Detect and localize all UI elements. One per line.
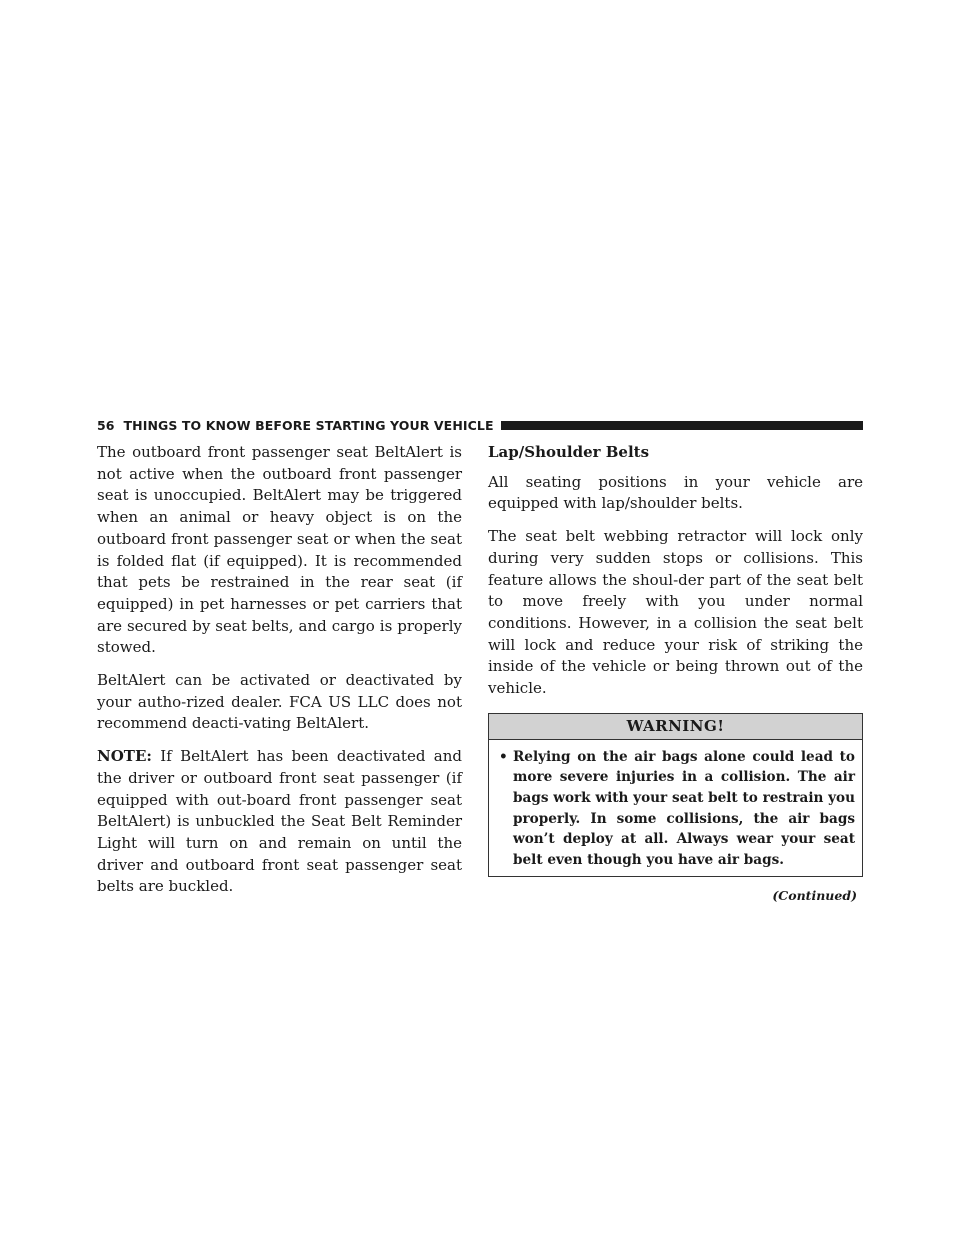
bullet-icon: • [499,748,508,765]
continued-label: (Continued) [772,888,857,904]
page-header-text [97,418,494,433]
beltalert-dealer-paragraph: BeltAlert can be activated or deactivated by your autho-rized dealer. FCA US LLC does not recommend deacti-vating BeltAlert. [97,671,462,733]
retractor-paragraph: The seat belt webbing retractor will lock only during very sudden stops or collisions. This feature allows the shoul-der part of the seat belt to move freely with you under normal conditions. However, in a collision the seat belt will lock and reduce your risk of striking the inside of the vehicle or being thrown out of the vehicle. [488,527,863,698]
beltalert-inactive-paragraph: The outboard front passenger seat BeltAlert is not active when the outboard front passenger seat is unoccupied. BeltAlert may be triggered when an animal or heavy object is on the outboard front passenger seat or when the seat is folded flat (if equipped). It is recommended that pets be restrained in the rear seat (if equipped) in pet harnesses or pet carriers that are secured by seat belts, and cargo is properly stowed. [97,443,462,657]
page-number: 56 [97,417,115,433]
section-title: THINGS TO KNOW BEFORE STARTING YOUR VEHICLE [123,417,494,433]
right-column [488,442,863,907]
note-text: If BeltAlert has been deactivated and the driver or outboard front seat passenger (if equipped with out-board front passenger seat BeltAlert) is unbuckled the Seat Belt Reminder Light will turn on and remain on until the driver and outboard front seat passenger seat belts are buckled. [97,747,462,896]
left-column [97,442,462,909]
note-paragraph [97,746,462,898]
lap-shoulder-belts-heading: Lap/Shoulder Belts [488,443,650,461]
page-header [97,417,863,433]
note-label: NOTE: [97,747,152,766]
warning-title: WARNING! [489,714,862,740]
warning-text: Relying on the air bags alone could lead to more severe injuries in a collision. The air bags work with your seat belt to restrain you properly. In some collisions, the air bags won’t deploy at all. Always wear your seat belt even though you have air bags. [513,748,855,868]
warning-body [489,740,862,877]
header-rule [501,421,863,430]
seating-positions-paragraph: All seating positions in your vehicle are equipped with lap/shoulder belts. [488,472,863,513]
warning-box [488,713,863,878]
